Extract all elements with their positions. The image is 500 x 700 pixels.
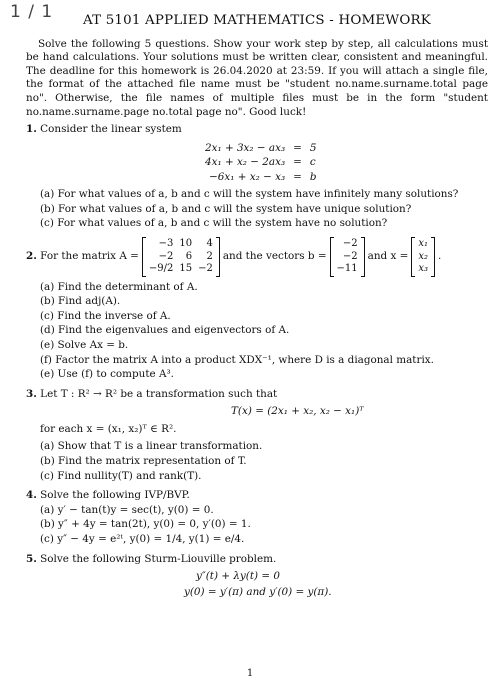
question-number: 2. (26, 249, 37, 262)
equation-lhs: 2x₁ + 3x₂ − ax₃ (205, 141, 286, 154)
part-item: (f) Factor the matrix A into a product XDX⁻¹, where D is a diagonal matrix. (40, 353, 434, 366)
part-item: (c) For what values of a, b and c will the system have no solution? (40, 217, 388, 230)
question-text: Solve the following IVP/BVP. (40, 489, 190, 502)
equation-rhs: c (309, 156, 316, 169)
for-each-clause: for each x = (x₁, x₂)ᵀ ∈ R². (40, 422, 177, 435)
equals-sign: = (293, 141, 302, 154)
part-item: (b) y″ + 4y = tan(2t), y(0) = 0, y′(0) = 1. (40, 518, 251, 531)
matrix-cell: −2 (158, 250, 174, 262)
question-number: 1. (26, 123, 37, 136)
matrix-cell: 15 (179, 263, 193, 275)
question-number: 4. (26, 489, 37, 502)
page-indicator: 1 / 1 (10, 2, 54, 22)
matrix-cell: 2 (206, 250, 213, 262)
question-text: Let T : R² → R² be a transformation such that (40, 387, 278, 400)
matrix-cell: 6 (185, 250, 193, 262)
part-item: (a) Find the determinant of A. (40, 280, 198, 293)
part-item: (c) Find nullity(T) and rank(T). (40, 469, 202, 482)
part-item: (e) Solve Ax = b. (40, 338, 129, 351)
sturm-liouville-equation: y″(t) + λy(t) = 0 (196, 570, 281, 583)
part-item: (a) y′ − tan(t)y = sec(t), y(0) = 0. (40, 503, 214, 516)
equation-rhs: 5 (309, 141, 317, 154)
transformation-formula: T(x) = (2x₁ + x₂, x₂ − x₁)ᵀ (231, 405, 364, 418)
vector-cell: x₃ (418, 263, 429, 275)
vector-b (330, 237, 365, 277)
vector-cell: x₂ (418, 250, 429, 262)
linear-system (201, 141, 488, 185)
page-number-footer: 1 (246, 668, 254, 679)
equals-sign: = (293, 156, 302, 169)
document-title: AT 5101 APPLIED MATHEMATICS - HOMEWORK (82, 13, 432, 28)
part-item: (b) For what values of a, b and c will the system have unique solution? (40, 202, 412, 215)
matrix-cell: 4 (206, 238, 213, 250)
part-item: (c) Find the inverse of A. (40, 309, 171, 322)
matrix-A (142, 237, 220, 277)
question-2-parts (40, 281, 488, 382)
matrix-cell: −3 (158, 238, 174, 250)
vector-cell: x₁ (418, 238, 429, 250)
part-item: (b) Find the matrix representation of T. (40, 455, 247, 468)
part-item: (b) Find adj(A). (40, 295, 121, 308)
part-item: (e) Use (f) to compute A³. (40, 368, 174, 381)
question-mid2: and x = (367, 249, 409, 262)
equals-sign: = (293, 170, 302, 183)
question-4 (26, 489, 488, 503)
question-mid: and the vectors b = (222, 249, 327, 262)
instructions-paragraph: Solve the following 5 questions. Show your work step by step, all calculations must be hand calculations. Your solutions must be written clear, consistent and meaningful. The deadline for this homework is 26.04.2020 at 23:59. If you will attach a single file, the format of the attached file name must be "student no.name.surname.total page no". Otherwise, the file names of multiple files must be in the form "student no.name.surname.page no.total page no". Good luck! (26, 37, 488, 118)
matrix-cell: −2 (198, 263, 213, 275)
vector-cell: −11 (336, 263, 358, 275)
matrix-cell: −9/2 (148, 263, 174, 275)
question-end: . (438, 249, 442, 262)
vector-x (411, 237, 435, 277)
equation-lhs: −6x₁ + x₂ − x₃ (209, 170, 286, 183)
question-2 (26, 237, 488, 277)
question-text: Consider the linear system (40, 123, 182, 136)
part-item: (c) y″ − 4y = e²ᵗ, y(0) = 1/4, y(1) = e/4. (40, 533, 245, 546)
question-3 (26, 388, 488, 402)
question-1-parts (40, 188, 488, 231)
question-5 (26, 553, 488, 567)
question-number: 3. (26, 387, 37, 400)
part-item: (d) Find the eigenvalues and eigenvectors of A. (40, 324, 290, 337)
matrix-cell: 10 (179, 238, 193, 250)
vector-cell: −2 (342, 250, 358, 262)
part-item: (a) For what values of a, b and c will the system have infinitely many solutions? (40, 188, 459, 201)
question-4-parts (40, 504, 488, 547)
boundary-conditions: y(0) = y′(π) and y′(0) = y(π). (184, 585, 332, 598)
question-3-parts (40, 440, 488, 483)
question-lead: For the matrix A = (40, 249, 139, 262)
equation-lhs: 4x₁ + x₂ − 2ax₃ (205, 156, 286, 169)
equation-rhs: b (309, 170, 317, 183)
part-item: (a) Show that T is a linear transformation. (40, 440, 263, 453)
question-text: Solve the following Sturm-Liouville problem. (40, 552, 277, 565)
homework-document (26, 14, 488, 599)
vector-cell: −2 (342, 238, 358, 250)
question-1 (26, 123, 488, 137)
question-number: 5. (26, 552, 37, 565)
